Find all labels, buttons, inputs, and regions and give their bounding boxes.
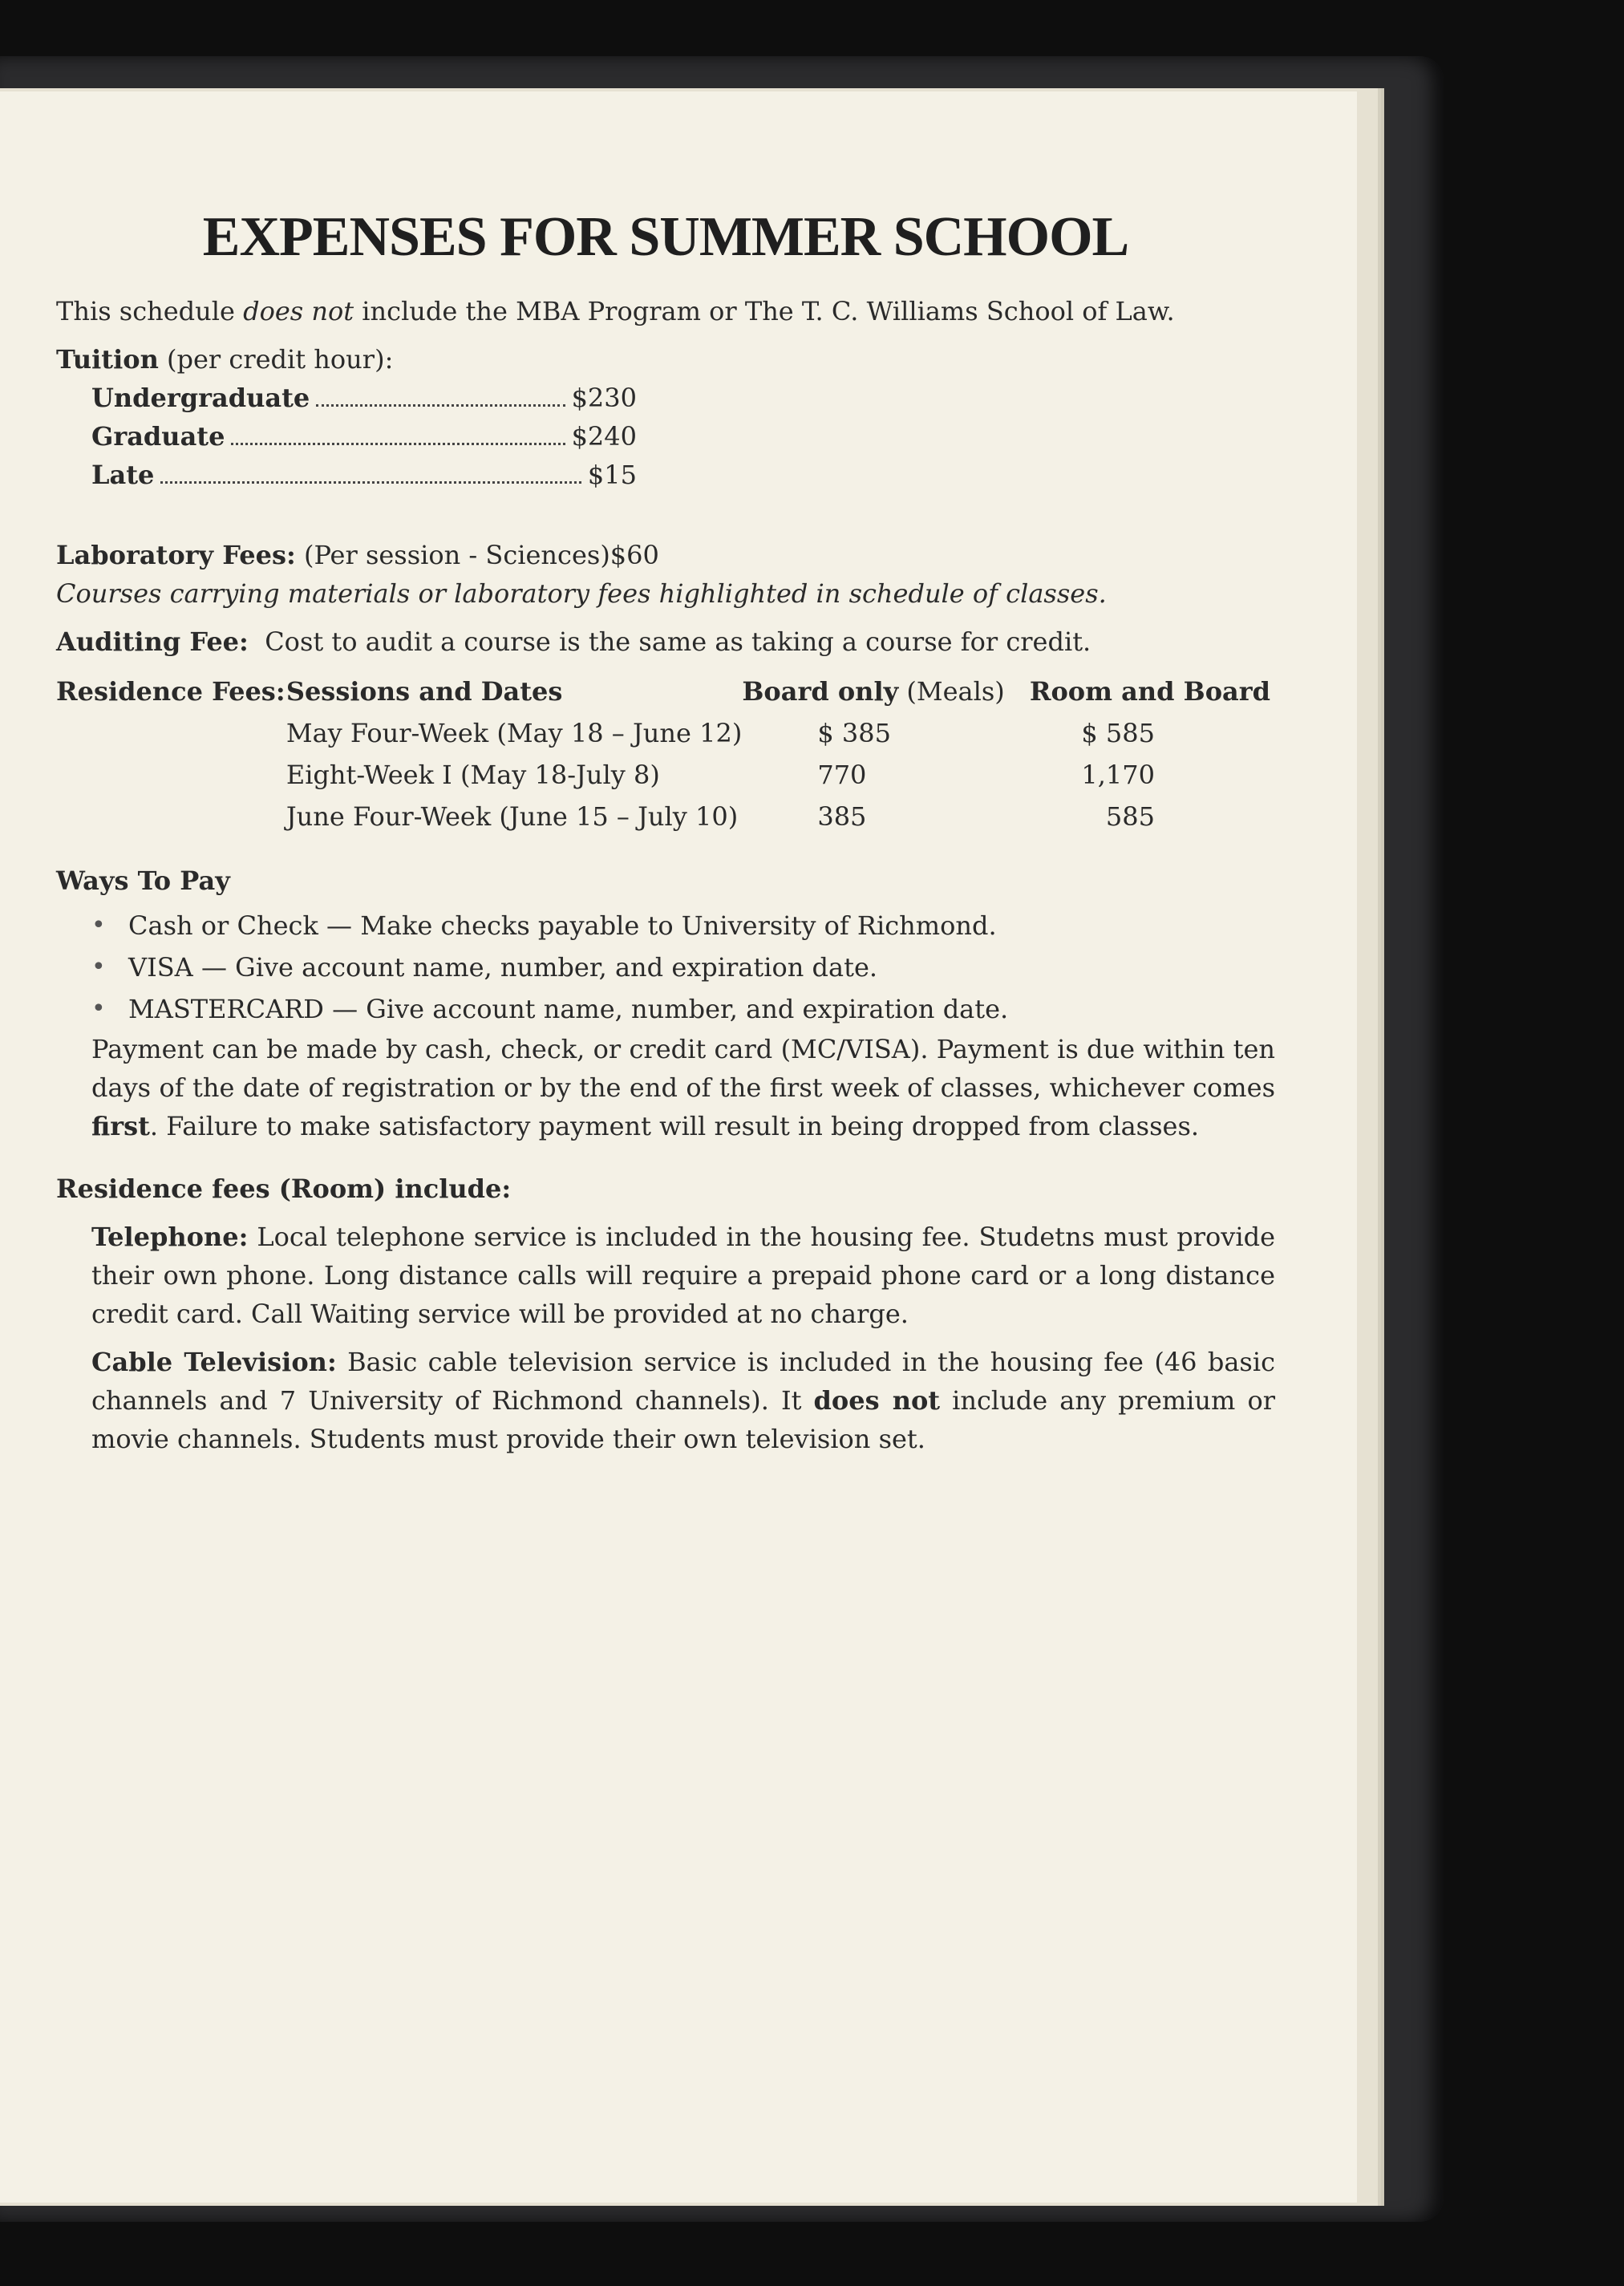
auditing-fee: Auditing Fee: Cost to audit a course is the same as taking a course for credit. — [56, 626, 1091, 657]
bullet-icon: • — [91, 953, 106, 981]
residence-fees-label: Residence Fees: — [56, 676, 286, 707]
bullet-icon: • — [91, 911, 106, 939]
list-item: • MASTERCARD — Give account name, number, and expiration date. — [91, 988, 1275, 1030]
table-row: June Four-Week (June 15 – July 10) 385 585 — [286, 801, 1155, 832]
page-title: EXPENSES FOR SUMMER SCHOOL — [202, 206, 1129, 268]
list-item: • Cash or Check — Make checks payable to University of Richmond. — [91, 905, 1275, 946]
tuition-row-late: Late $15 — [91, 460, 637, 490]
payment-paragraph: Payment can be made by cash, check, or credit card (MC/VISA). Payment is due within ten days of the date of registration or by the end of the first week of classes, whichever comes first. Failure to make satisfactory payment will result in being dropped from classes. — [91, 1034, 1275, 1141]
residence-fees-table — [56, 671, 1275, 837]
col-board: Board only (Meals) — [742, 676, 1005, 707]
cable-paragraph: Cable Television: Basic cable television service is included in the housing fee (46 basic channels and 7 University of Richmond channels). It does not include any premium or movie channels. Students must provide their own television set. — [91, 1347, 1276, 1454]
intro-text: This schedule does not include the MBA Program or The T. C. Williams School of Law. — [56, 296, 1175, 326]
col-sessions: Sessions and Dates — [286, 676, 563, 707]
col-room-board: Room and Board — [1029, 676, 1270, 707]
tuition-row-graduate: Graduate $240 — [91, 421, 637, 452]
table-row: May Four-Week (May 18 – June 12) $ 385 $ 585 — [286, 718, 1155, 748]
residence-header-row — [56, 671, 1275, 712]
lab-fees: Laboratory Fees: (Per session - Sciences)$60 — [56, 540, 659, 570]
intro-emphasis: does not — [243, 296, 354, 326]
tuition-heading: Tuition (per credit hour): — [56, 344, 394, 375]
ways-to-pay-heading: Ways To Pay — [56, 865, 230, 896]
lab-fees-note: Courses carrying materials or laboratory fees highlighted in schedule of classes. — [56, 578, 1107, 609]
table-row: Eight-Week I (May 18-July 8) 770 1,170 — [286, 760, 1155, 790]
bullet-icon: • — [91, 995, 106, 1023]
list-item: • VISA — Give account name, number, and expiration date. — [91, 946, 1275, 988]
page-content — [56, 204, 1275, 1458]
tuition-row-undergraduate: Undergraduate $230 — [91, 383, 637, 413]
residence-includes-heading: Residence fees (Room) include: — [56, 1173, 512, 1204]
telephone-paragraph: Telephone: Local telephone service is included in the housing fee. Studetns must provide their own phone. Long distance calls will require a prepaid phone card or a long distance credit card. Call Waiting service will be provided at no charge. — [91, 1222, 1275, 1329]
book-page — [0, 91, 1357, 2203]
payment-list — [56, 905, 1275, 1030]
